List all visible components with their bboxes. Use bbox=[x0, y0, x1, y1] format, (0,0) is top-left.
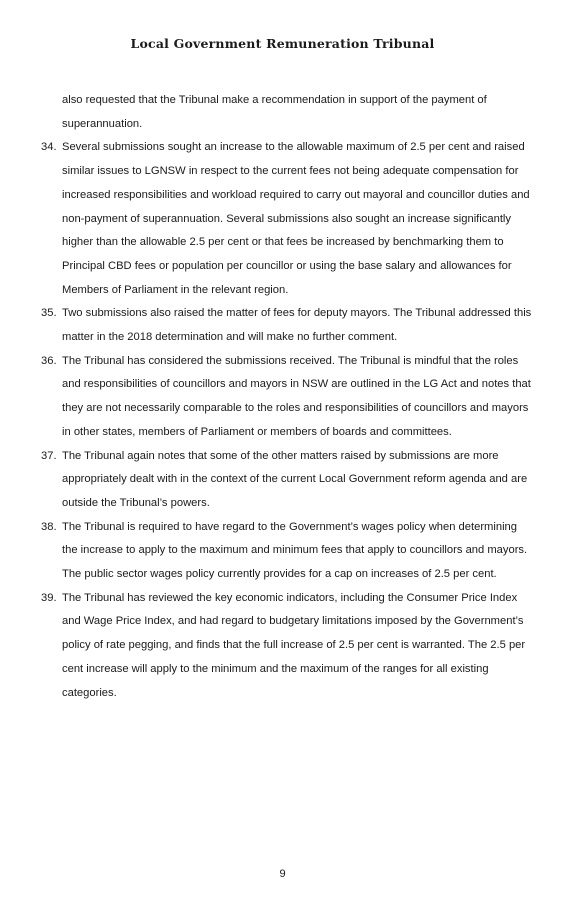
page-header-title: Local Government Remuneration Tribunal bbox=[130, 36, 435, 51]
page-number: 9 bbox=[279, 868, 286, 880]
paragraph-number: 35. bbox=[41, 307, 57, 320]
paragraph-number: 36. bbox=[41, 354, 57, 367]
numbered-paragraph-37 bbox=[40, 445, 532, 516]
document-body bbox=[40, 89, 532, 705]
continuation-paragraph: also requested that the Tribunal make a recommendation in support of the payment of superannuation. bbox=[62, 94, 487, 130]
paragraph-text: The Tribunal again notes that some of the other matters raised by submissions are more appropriately dealt with in the context of the current Local Government reform agenda and are outside the Tribunal’s powers. bbox=[62, 449, 528, 509]
paragraph-text: The Tribunal is required to have regard to the Government’s wages policy when determining the increase to apply to the maximum and minimum fees that apply to councillors and mayors. The public sector wages policy currently provides for a cap on increases of 2.5 per cent. bbox=[62, 520, 528, 581]
paragraph-number: 38. bbox=[41, 520, 57, 533]
paragraph-text: Two submissions also raised the matter of fees for deputy mayors. The Tribunal addressed this matter in the 2018 determination and will make no further comment. bbox=[62, 307, 532, 344]
paragraph-text: The Tribunal has considered the submissions received. The Tribunal is mindful that the roles and responsibilities of councillors and mayors in NSW are outlined in the LG Act and notes that they are not necessarily comparable to the roles and responsibilities of councillors and mayors in other states, members of Parliament or members of boards and committees. bbox=[62, 354, 531, 438]
numbered-paragraph-36 bbox=[40, 350, 532, 445]
numbered-paragraph-35 bbox=[40, 302, 532, 349]
numbered-paragraph-38 bbox=[40, 516, 532, 587]
paragraph-number: 34. bbox=[41, 141, 57, 154]
numbered-paragraph-34 bbox=[40, 136, 532, 302]
paragraph-number: 39. bbox=[41, 591, 57, 604]
paragraph-text: Several submissions sought an increase to the allowable maximum of 2.5 per cent and raised similar issues to LGNSW in respect to the current fees not being adequate compensation for increased responsibilities and workload required to carry out mayoral and councillor duties and non-payment of superannuation. Several submissions also sought an increase significantly higher than the allowable 2.5 per cent or that fees be increased by benchmarking them to Principal CBD fees or population per councillor or using the base salary and allowances for Members of Parliament in the relevant region. bbox=[62, 141, 530, 296]
paragraph-number: 37. bbox=[41, 449, 57, 462]
numbered-paragraph-39 bbox=[40, 587, 532, 706]
paragraph-text: The Tribunal has reviewed the key economic indicators, including the Consumer Price Index and Wage Price Index, and had regard to budgetary limitations imposed by the Government’s policy of rate pegging, and finds that the full increase of 2.5 per cent is warranted. The 2.5 per cent increase will apply to the minimum and the maximum of the ranges for all existing categories. bbox=[62, 591, 526, 699]
